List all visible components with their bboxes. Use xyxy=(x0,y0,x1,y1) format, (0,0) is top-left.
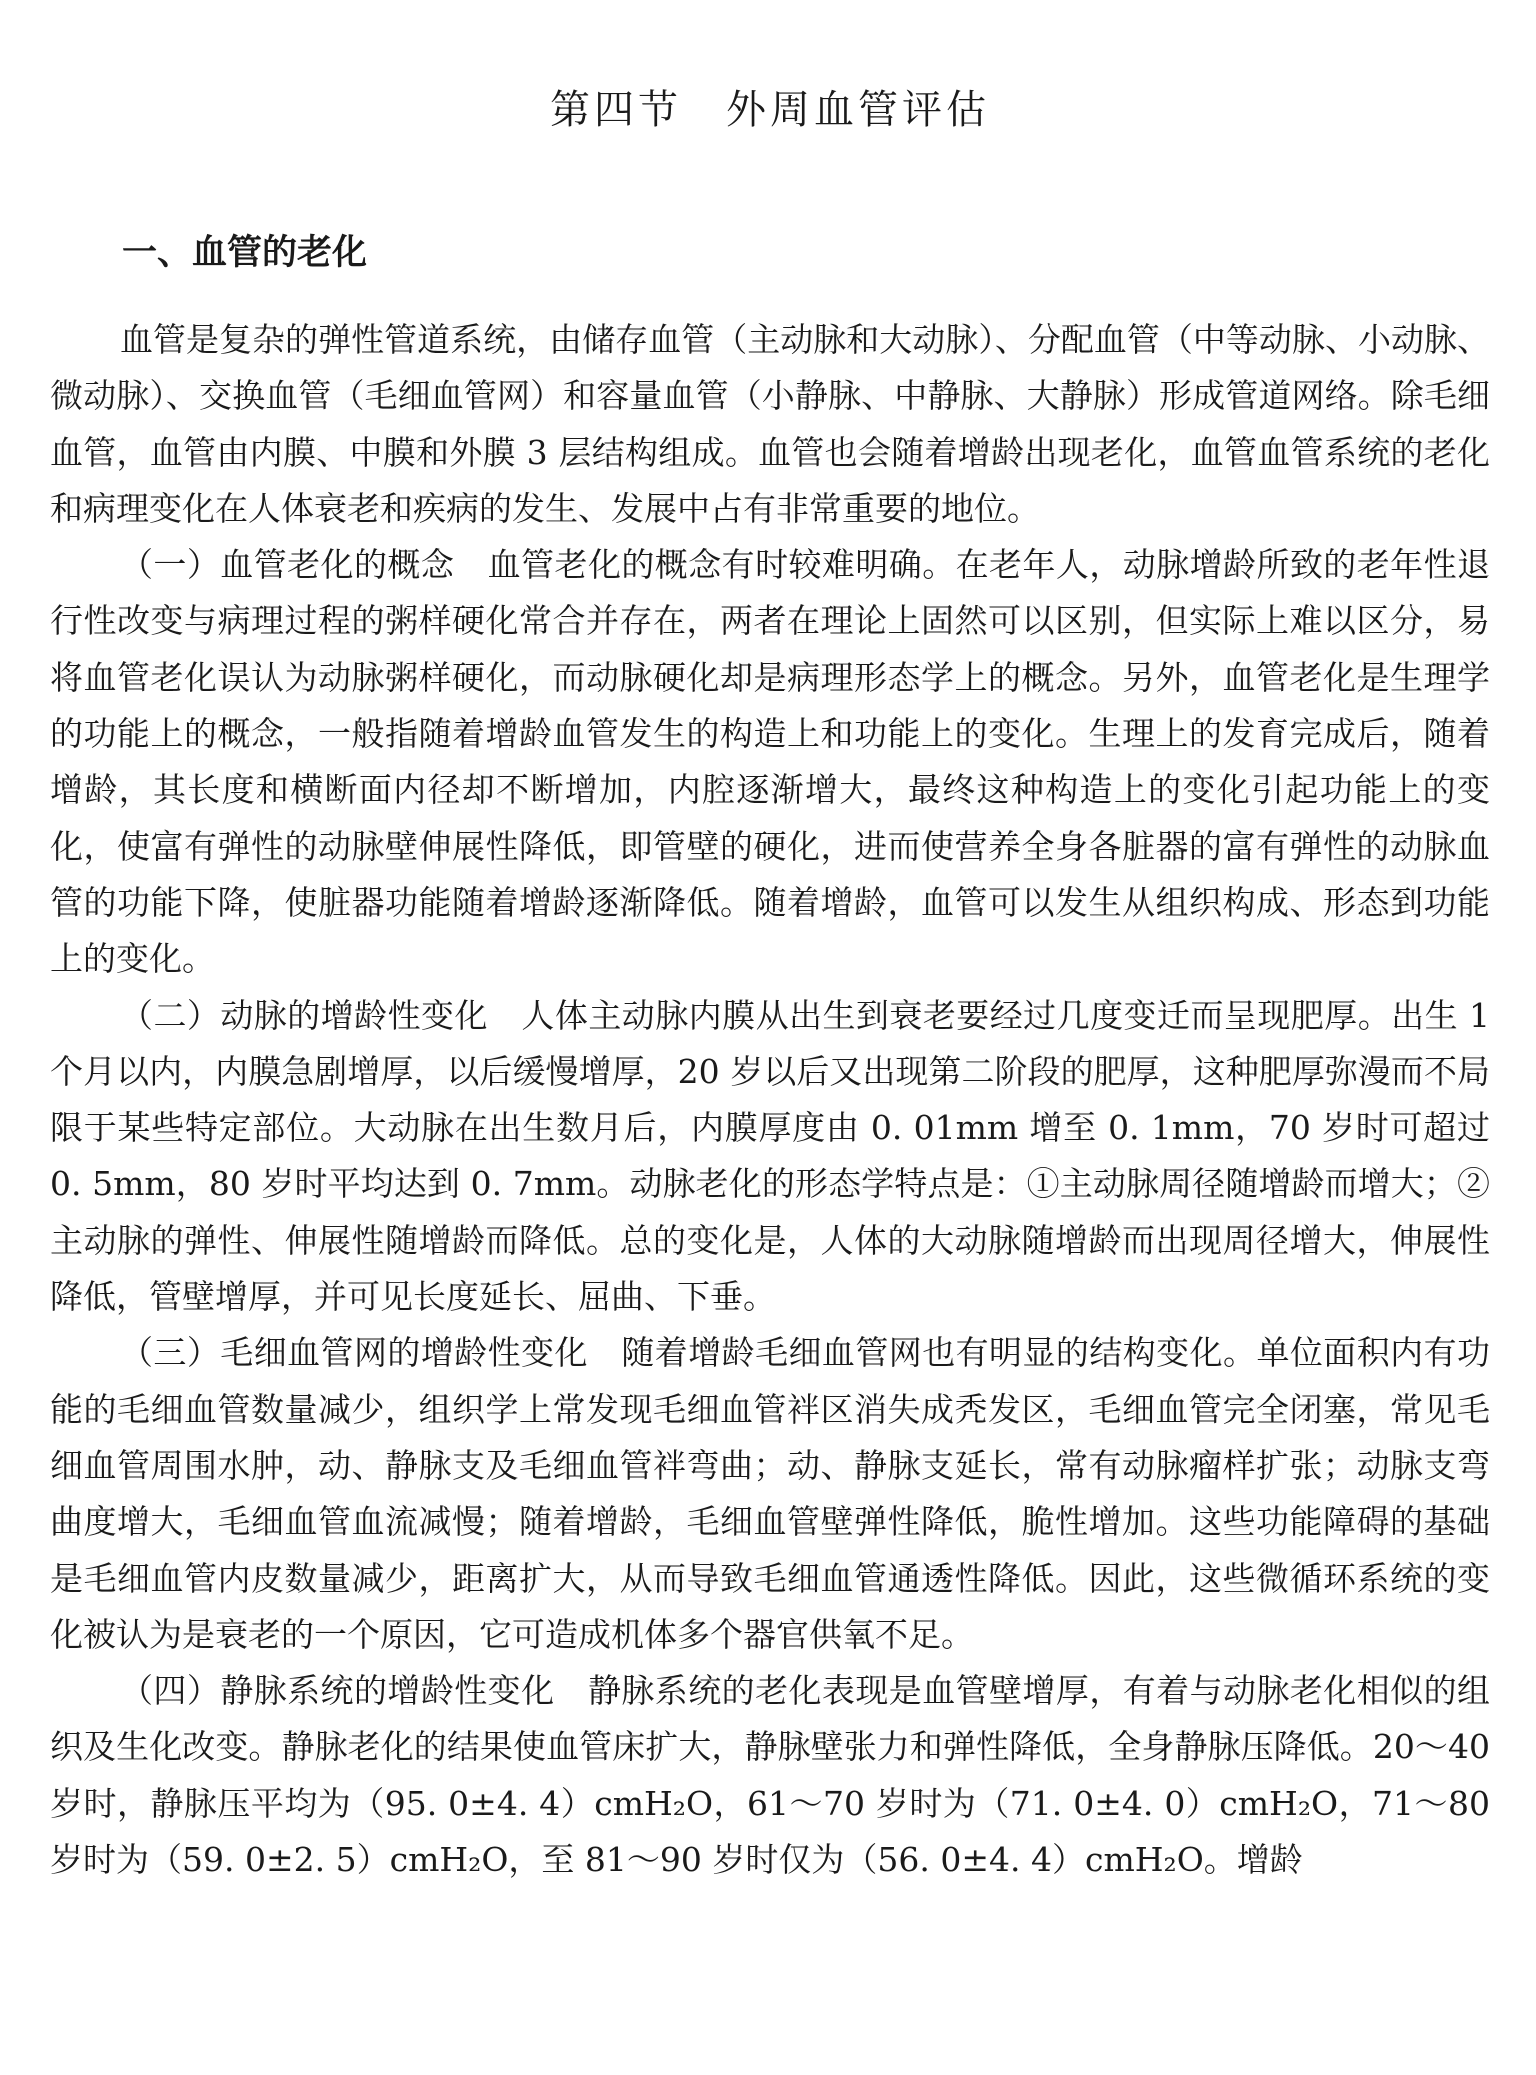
paragraph-capillary-changes: （三）毛细血管网的增龄性变化 随着增龄毛细血管网也有明显的结构变化。单位面积内有功能的毛细血管数量减少，组织学上常发现毛细血管袢区消失成秃发区，毛细血管完全闭塞，常见毛细血管周围水肿，动、静脉支及毛细血管袢弯曲；动、静脉支延长，常有动脉瘤样扩张；动脉支弯曲度增大，毛细血管血流减慢；随着增龄，毛细血管壁弹性降低，脆性增加。这些功能障碍的基础是毛细血管内皮数量减少，距离扩大，从而导致毛细血管通透性降低。因此，这些微循环系统的变化被认为是衰老的一个原因，它可造成机体多个器官供氧不足。 xyxy=(50,1333,1490,1654)
paragraph-arterial-changes: （二）动脉的增龄性变化 人体主动脉内膜从出生到衰老要经过几度变迁而呈现肥厚。出生 1 个月以内，内膜急剧增厚，以后缓慢增厚，20 岁以后又出现第二阶段的肥厚，这种肥厚弥漫而不局限于某些特定部位。大动脉在出生数月后，内膜厚度由 0. 01mm 增至 0. 1mm，70 岁时可超过 0. 5mm，80 岁时平均达到 0. 7mm。动脉老化的形态学特点是：①主动脉周径随增龄而增大；②主动脉的弹性、伸展性随增龄而降低。总的变化是，人体的大动脉随增龄而出现周径增大，伸展性降低，管壁增厚，并可见长度延长、屈曲、下垂。 xyxy=(50,995,1490,1317)
paragraph-intro: 血管是复杂的弹性管道系统，由储存血管（主动脉和大动脉）、分配血管（中等动脉、小动脉、微动脉）、交换血管（毛细血管网）和容量血管（小静脉、中静脉、大静脉）形成管道网络。除毛细血管，血管由内膜、中膜和外膜 3 层结构组成。血管也会随着增龄出现老化，血管血管系统的老化和病理变化在人体衰老和疾病的发生、发展中占有非常重要的地位。 xyxy=(50,320,1490,528)
paragraph-venous-changes: （四）静脉系统的增龄性变化 静脉系统的老化表现是血管壁增厚，有着与动脉老化相似的组织及生化改变。静脉老化的结果使血管床扩大，静脉壁张力和弹性降低，全身静脉压降低。20～40 岁时，静脉压平均为（95. 0±4. 4）cmH₂O，61～70 岁时为（71. 0±4. 0）cmH₂O，71～80 岁时为（59. 0±2. 5）cmH₂O，至 81～90 岁时仅为（56. 0±4. 4）cmH₂O。增龄 xyxy=(50,1671,1490,1880)
body-text xyxy=(50,312,1490,1888)
section-title: 第四节 外周血管评估 xyxy=(550,87,990,133)
paragraph-concept: （一）血管老化的概念 血管老化的概念有时较难明确。在老年人，动脉增龄所致的老年性退行性改变与病理过程的粥样硬化常合并存在，两者在理论上固然可以区别，但实际上难以区分，易将血管老化误认为动脉粥样硬化，而动脉硬化却是病理形态学上的概念。另外，血管老化是生理学的功能上的概念，一般指随着增龄血管发生的构造上和功能上的变化。生理上的发育完成后，随着增龄，其长度和横断面内径却不断增加，内腔逐渐增大，最终这种构造上的变化引起功能上的变化，使富有弹性的动脉壁伸展性降低，即管壁的硬化，进而使营养全身各脏器的富有弹性的动脉血管的功能下降，使脏器功能随着增龄逐渐降低。随着增龄，血管可以发生从组织构成、形态到功能上的变化。 xyxy=(50,545,1490,979)
heading-vascular-aging: 一、血管的老化 xyxy=(122,233,368,273)
